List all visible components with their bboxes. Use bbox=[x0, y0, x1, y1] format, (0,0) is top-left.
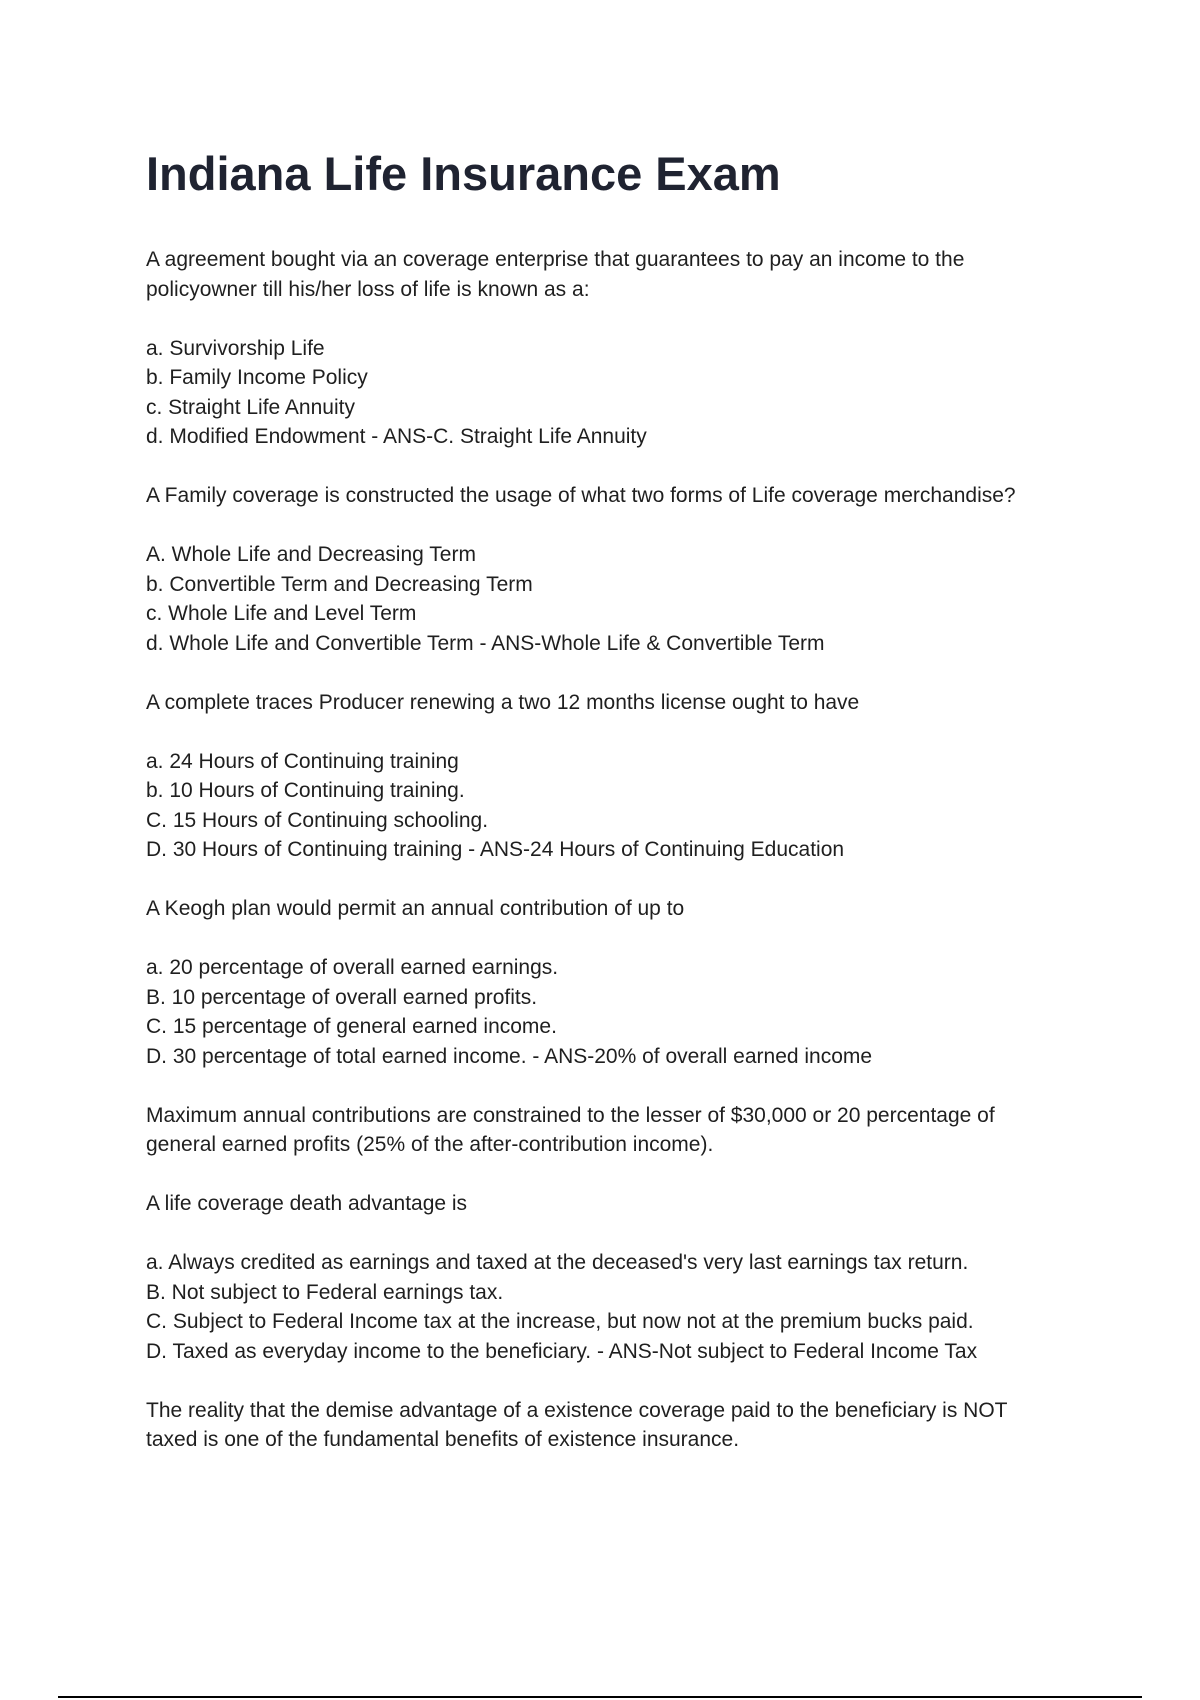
explanation-text: The reality that the demise advantage of a existence coverage paid to the beneficiary is NOT bbox=[146, 1398, 1008, 1422]
option-item: a. Survivorship Life bbox=[146, 336, 325, 360]
question-3-options bbox=[146, 747, 1086, 865]
option-item-with-answer: d. Modified Endowment - ANS-C. Straight Life Annuity bbox=[146, 425, 647, 448]
option-item: a. 24 Hours of Continuing training bbox=[146, 749, 459, 773]
footer-divider bbox=[58, 1696, 1142, 1698]
option-item-with-answer: D. Taxed as everyday income to the beneficiary. - ANS-Not subject to Federal Income Tax bbox=[146, 1339, 978, 1363]
option-item-with-answer: D. 30 percentage of total earned income. - ANS-20% of overall earned income bbox=[146, 1044, 873, 1068]
option-item: c. Whole Life and Level Term bbox=[146, 602, 417, 625]
option-item: C. 15 Hours of Continuing schooling. bbox=[146, 808, 489, 832]
question-text: A life coverage death advantage is bbox=[146, 1192, 468, 1215]
option-item: b. Convertible Term and Decreasing Term bbox=[146, 572, 533, 596]
question-1 bbox=[146, 245, 1086, 304]
option-item: C. Subject to Federal Income tax at the increase, but now not at the premium bucks paid. bbox=[146, 1310, 974, 1333]
question-5-options bbox=[146, 1248, 1086, 1366]
option-item-with-answer: D. 30 Hours of Continuing training - ANS-24 Hours of Continuing Education bbox=[146, 838, 845, 861]
question-4 bbox=[146, 894, 1086, 924]
question-3 bbox=[146, 688, 1086, 718]
question-2 bbox=[146, 481, 1086, 511]
question-text: policyowner till his/her loss of life is known as a: bbox=[146, 277, 590, 301]
option-item: b. Family Income Policy bbox=[146, 366, 368, 389]
question-4-options bbox=[146, 953, 1086, 1071]
option-item: C. 15 percentage of general earned income. bbox=[146, 1015, 557, 1038]
question-5-explanation bbox=[146, 1396, 1086, 1455]
option-item: a. 20 percentage of overall earned earnings. bbox=[146, 956, 559, 979]
question-4-explanation bbox=[146, 1101, 1086, 1160]
page-title: Indiana Life Insurance Exam bbox=[146, 147, 781, 200]
explanation-text: general earned profits (25% of the after-contribution income). bbox=[146, 1133, 714, 1156]
explanation-text: taxed is one of the fundamental benefits of existence insurance. bbox=[146, 1428, 740, 1451]
question-1-options bbox=[146, 334, 1086, 452]
option-item: B. Not subject to Federal earnings tax. bbox=[146, 1280, 504, 1304]
question-text: A Family coverage is constructed the usage of what two forms of Life coverage merchandise? bbox=[146, 484, 1016, 507]
option-item: A. Whole Life and Decreasing Term bbox=[146, 543, 476, 566]
question-text: A Keogh plan would permit an annual contribution of up to bbox=[146, 897, 685, 920]
option-item: a. Always credited as earnings and taxed at the deceased's very last earnings tax return. bbox=[146, 1251, 969, 1274]
question-2-options bbox=[146, 540, 1086, 658]
option-item-with-answer: d. Whole Life and Convertible Term - ANS-Whole Life & Convertible Term bbox=[146, 631, 825, 655]
question-text: A complete traces Producer renewing a two 12 months license ought to have bbox=[146, 690, 860, 714]
option-item: B. 10 percentage of overall earned profits. bbox=[146, 985, 538, 1009]
question-text: A agreement bought via an coverage enterprise that guarantees to pay an income to the bbox=[146, 248, 965, 271]
document-content bbox=[146, 245, 1086, 1484]
option-item: c. Straight Life Annuity bbox=[146, 395, 355, 419]
option-item: b. 10 Hours of Continuing training. bbox=[146, 779, 465, 802]
explanation-text: Maximum annual contributions are constrained to the lesser of $30,000 or 20 percentage of bbox=[146, 1103, 995, 1127]
question-5 bbox=[146, 1189, 1086, 1219]
